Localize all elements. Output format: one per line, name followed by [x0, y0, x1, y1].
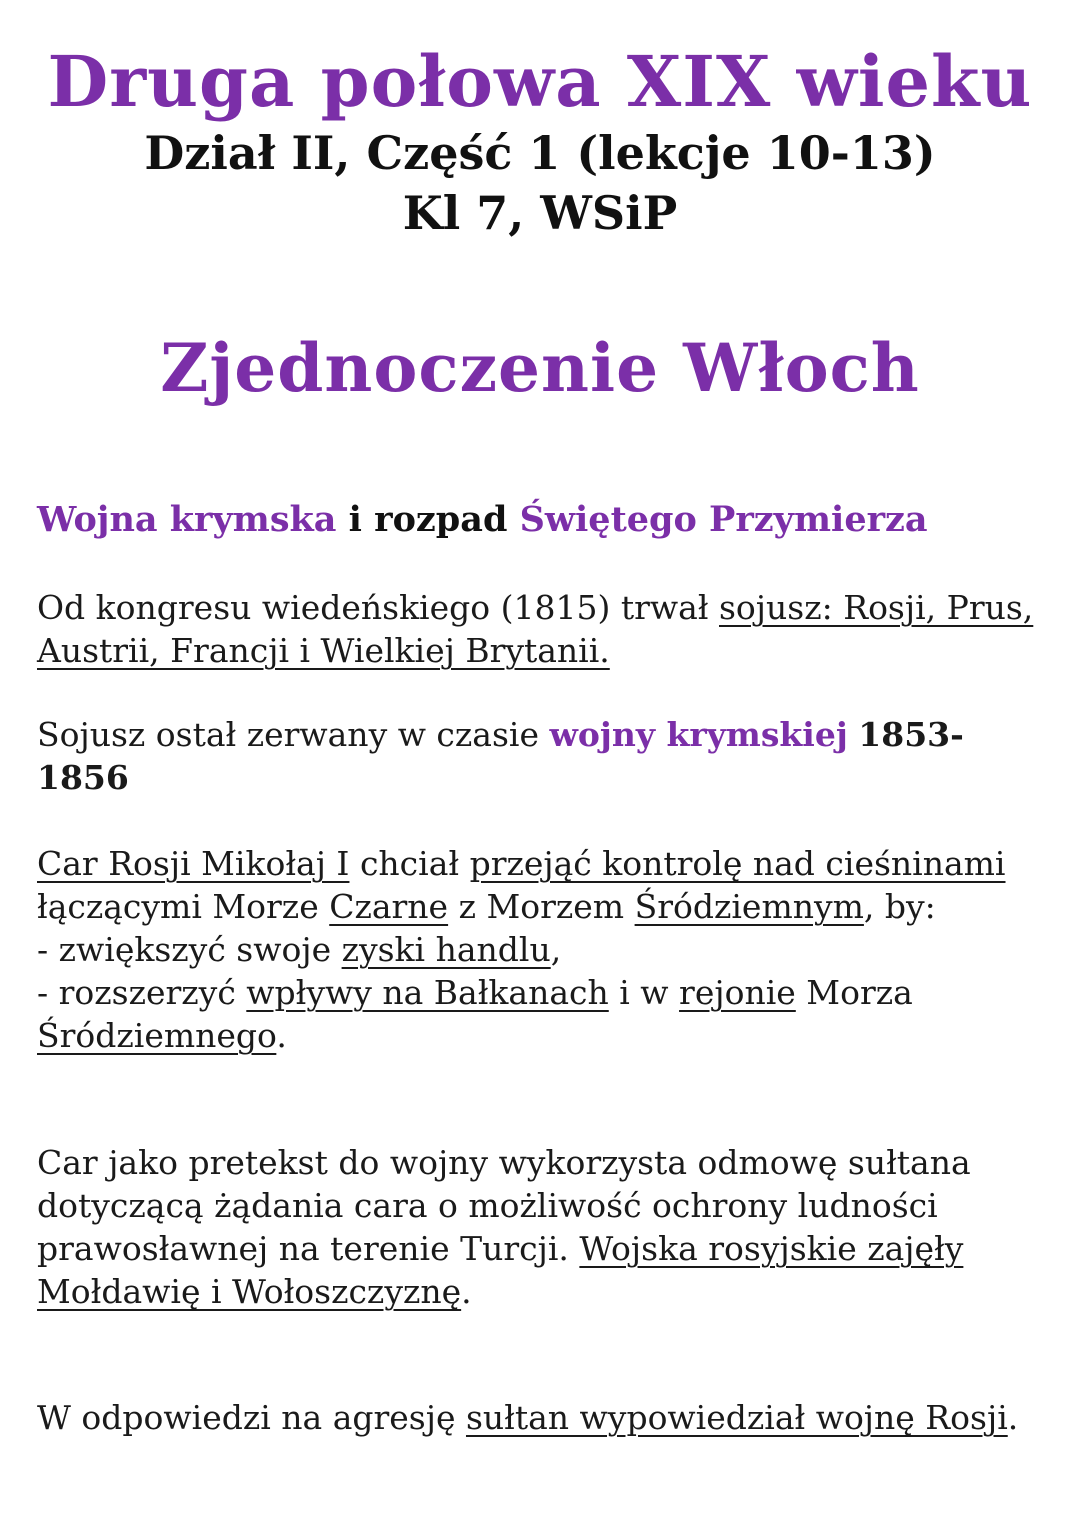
p3-u3: Czarne: [329, 887, 449, 926]
p5-t1: W odpowiedzi na agresję: [37, 1398, 466, 1437]
p2-text: Sojusz ostał zerwany w czasie: [37, 715, 550, 754]
section-heading-part2: i rozpad: [336, 499, 520, 540]
paragraph-tsar-goals: [37, 842, 1047, 1057]
p3-list2-d: .: [276, 1016, 287, 1055]
p3-t1: chciał: [349, 844, 470, 883]
p2-space: [848, 715, 859, 754]
p2-war-name: wojny krymskiej: [549, 715, 848, 754]
p3-list2-a: - rozszerzyć: [37, 973, 247, 1012]
page-subtitle-class: Kl 7, WSiP: [402, 186, 678, 240]
page-title: Druga połowa XIX wieku: [47, 40, 1033, 123]
chapter-title: Zjednoczenie Włoch: [160, 329, 920, 407]
p3-list2-u2: rejonie: [679, 973, 796, 1012]
p3-list1-u: zyski handlu: [341, 930, 551, 969]
p4-t1: Car jako pretekst do wojny wykorzysta odmowę sułtana dotyczącą żądania cara o możliwość ochrony ludności prawosławnej na terenie Turcji.: [37, 1143, 971, 1268]
p3-u4: Śródziemnym: [634, 887, 864, 926]
p3-list2-u1: wpływy na Bałkanach: [246, 973, 609, 1012]
section-heading-part1: Wojna krymska: [37, 499, 337, 540]
page-subtitle-section: Dział II, Część 1 (lekcje 10-13): [144, 126, 936, 180]
p4-u1: Wojska rosyjskie zajęły Mołdawię i Wołoszczyznę: [37, 1229, 964, 1311]
paragraph-alliance-broken: [37, 713, 1047, 799]
section-heading-part3: Świętego Przymierza: [519, 499, 928, 540]
p5-t2: .: [1007, 1398, 1019, 1437]
paragraph-sultan-response: [37, 1396, 1047, 1439]
section-heading: [37, 497, 928, 543]
p3-list1-a: - zwiększyć swoje: [37, 930, 342, 969]
p4-t2: .: [461, 1272, 472, 1311]
p3-list2-u3: Śródziemnego: [37, 1016, 277, 1055]
p3-list2-b: i w: [608, 973, 680, 1012]
p2-war-years: 1853-1856: [37, 715, 964, 797]
p3-t4: , by:: [863, 887, 936, 926]
p3-t2: łączącymi Morze: [37, 887, 330, 926]
paragraph-pretext: [37, 1141, 1047, 1313]
p1-underline: sojusz: Rosji, Prus, Austrii, Francji i Wielkiej Brytanii.: [37, 588, 1034, 670]
p5-u1: sułtan wypowiedział wojnę Rosji: [465, 1398, 1008, 1437]
p3-t3: z Morzem: [448, 887, 635, 926]
p3-list2-c: Morza: [795, 973, 913, 1012]
p3-u1: Car Rosji Mikołaj I: [37, 844, 350, 883]
paragraph-congress: [37, 586, 1047, 672]
p3-u2: przejąć kontrolę nad cieśninami: [469, 844, 1006, 883]
p3-list1-b: ,: [550, 930, 562, 969]
p1-text: Od kongresu wiedeńskiego (1815) trwał: [37, 588, 719, 627]
